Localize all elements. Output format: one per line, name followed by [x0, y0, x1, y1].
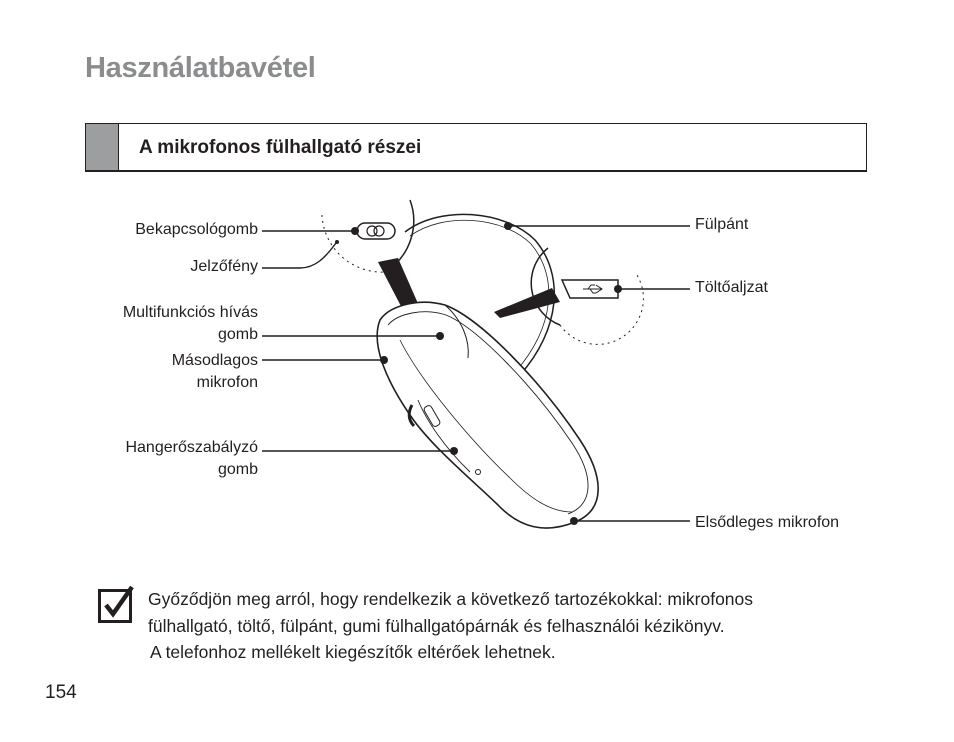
power-zoom-circle: [322, 200, 414, 272]
volume-marker: [450, 447, 458, 455]
page-title: Használatbavétel: [85, 52, 316, 84]
section-heading: A mikrofonos fülhallgató részei: [139, 137, 422, 158]
note-line-2: fülhallgató, töltő, fülpánt, gumi fülhallgatópárnák és felhasználói kézikönyv.: [148, 615, 725, 636]
note-text: [148, 586, 868, 666]
multifunction-marker: [436, 332, 444, 340]
page-number: 154: [45, 682, 77, 703]
label-volume-line2: gomb: [217, 461, 258, 478]
label-volume-line1: Hangerőszabályzó: [125, 439, 258, 456]
power-switch: [357, 223, 395, 239]
note-line-1: Győződjön meg arról, hogy rendelkezik a következő tartozékokkal: mikrofonos: [148, 589, 754, 609]
label-secondary-mic: [60, 350, 258, 394]
label-secondary-mic-line1: Másodlagos: [171, 352, 258, 369]
charger-jack-marker: [614, 285, 622, 293]
label-charger-jack: Töltőaljzat: [695, 279, 768, 296]
label-power-button: Bekapcsológomb: [135, 221, 258, 238]
label-multifunction-button: [60, 302, 258, 346]
label-indicator-light: Jelzőfény: [190, 258, 258, 275]
label-ear-hook: Fülpánt: [695, 216, 749, 233]
ear-hook-marker: [504, 222, 512, 230]
secondary-mic-marker: [380, 356, 388, 364]
label-primary-mic: Elsődleges mikrofon: [695, 514, 840, 531]
label-secondary-mic-line2: mikrofon: [196, 374, 258, 391]
label-multifunction-line2: gomb: [217, 326, 258, 343]
primary-mic-marker: [570, 517, 578, 525]
power-button-marker: [351, 227, 359, 235]
label-multifunction-line1: Multifunkciós hívás: [122, 304, 258, 321]
jack-callout-wedge: [494, 288, 560, 318]
label-volume-button: [60, 437, 258, 481]
checkbox-check-icon: [98, 585, 136, 623]
note-line-3: A telefonhoz mellékelt kiegészítők eltérőek lehetnek.: [150, 642, 556, 662]
